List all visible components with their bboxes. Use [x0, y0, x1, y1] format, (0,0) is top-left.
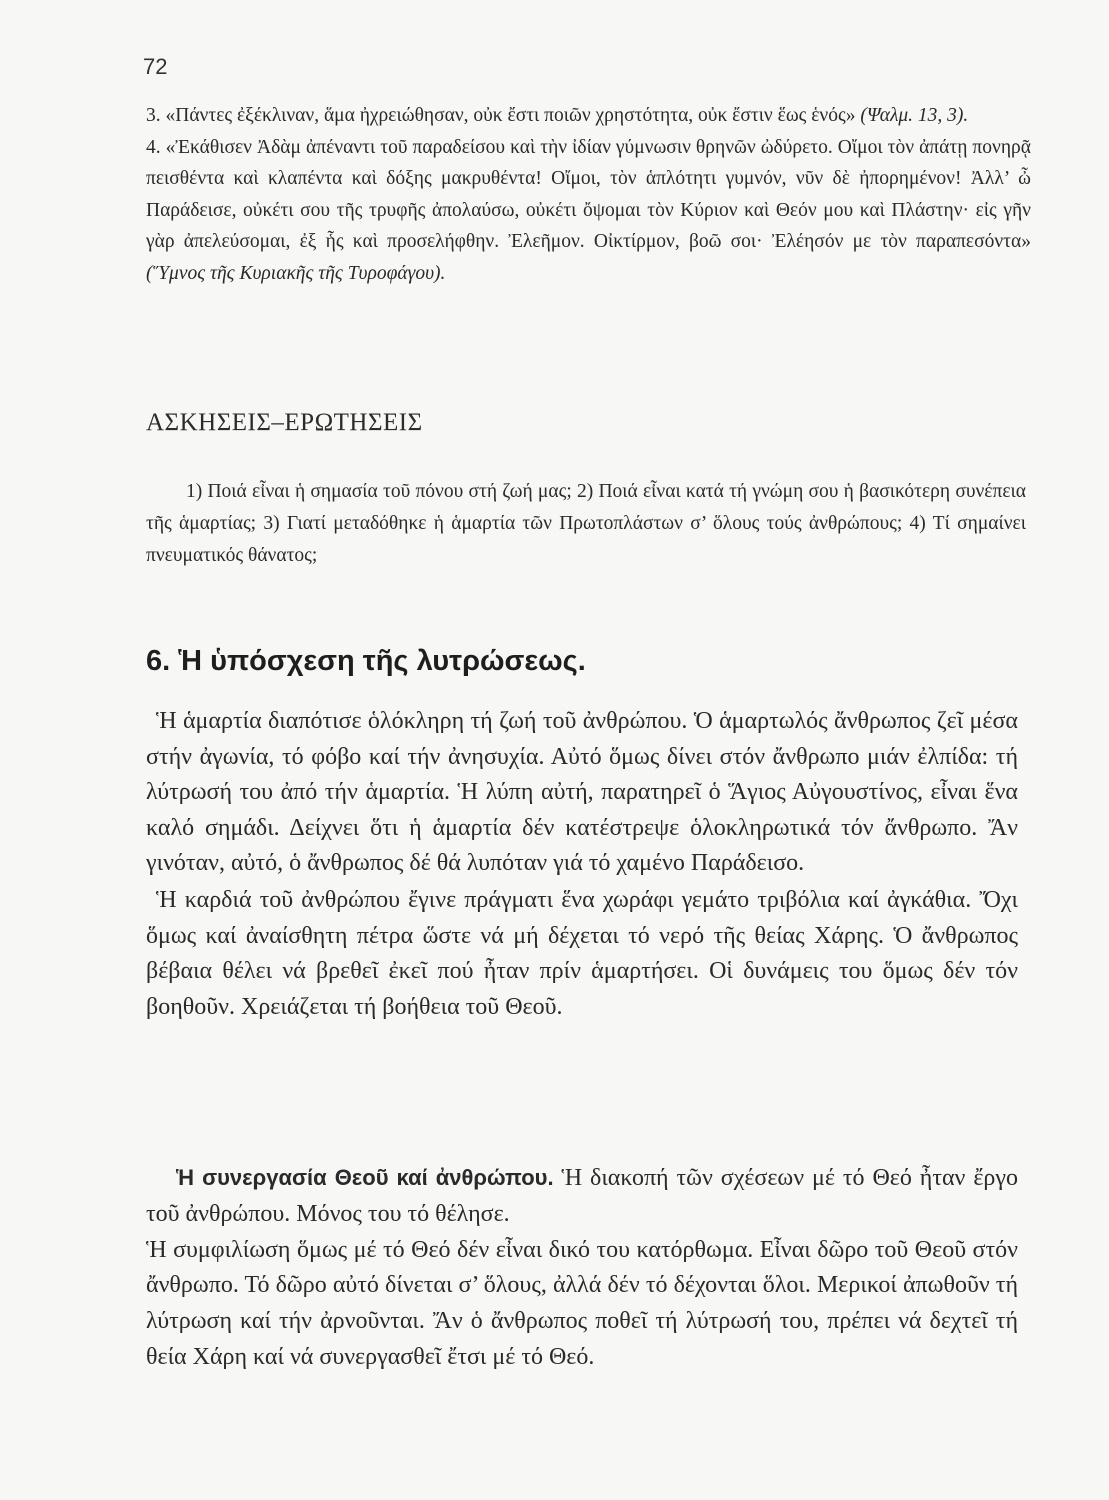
quotations-block — [146, 100, 1031, 289]
quote-4-source: (Ὕμνος τῆς Κυριακῆς τῆς Τυροφάγου). — [146, 262, 446, 284]
quote-3 — [146, 100, 1031, 132]
exercises-heading: ΑΣΚΗΣΕΙΣ–ΕΡΩΤΗΣΕΙΣ — [146, 409, 423, 436]
subsection-lead-text: Ἡ διακοπή τῶν σχέσεων μέ τό Θεό ἦταν ἔργο τοῦ ἀνθρώπου. Μόνος του τό θέλησε. — [146, 1165, 1018, 1227]
subsection-lead-paragraph — [146, 1160, 1018, 1233]
section-title: 6. Ἡ ὑπόσχεση τῆς λυτρώσεως. — [146, 645, 586, 677]
page-number: 72 — [143, 54, 168, 79]
exercises-block — [146, 476, 1026, 572]
section-body — [146, 704, 1018, 1025]
subsection-body — [146, 1160, 1018, 1376]
quote-3-text: 3. «Πάντες ἐξέκλιναν, ἅμα ἠχρειώθησαν, οὐκ ἔστι ποιῶν χρηστότητα, οὐκ ἔστιν ἕως ἑνός» — [146, 105, 861, 126]
quote-4 — [146, 132, 1031, 290]
quote-3-source: (Ψαλμ. 13, 3). — [860, 105, 969, 126]
exercises-questions: 1) Ποιά εἶναι ἡ σημασία τοῦ πόνου στή ζωή μας; 2) Ποιά εἶναι κατά τή γνώμη σου ἡ βασικότερη συνέπεια τῆς ἁμαρτίας; 3) Γιατί μεταδόθηκε ἡ ἁμαρτία τῶν Πρωτοπλάστων σ’ ὅλους τούς ἀνθρώπους; 4) Τί σημαίνει πνευματικός θάνατος; — [146, 481, 1026, 566]
quote-4-text: 4. «Ἐκάθισεν Ἀδὰμ ἀπέναντι τοῦ παραδείσου καὶ τὴν ἰδίαν γύμνωσιν θρηνῶν ὠδύρετο. Οἴμοι τὸν ἀπάτῃ πονηρᾷ πεισθέντα καὶ κλαπέντα καὶ δόξης μακρυθέντα! Οἴμοι, τὸν ἁπλότητι γυμνόν, νῦν δὲ ἠπορημένον! Ἀλλ’ ὦ Παράδεισε, οὐκέτι σου τῆς τρυφῆς ἀπολαύσω, οὐκέτι ὄψομαι τὸν Κύριον καὶ Θεόν μου καὶ Πλάστην· εἰς γῆν γὰρ ἀπελεύσομαι, ἐξ ἧς καὶ προσελήφθην. Ἐλεῆμον. Οἰκτίρμον, βοῶ σοι· Ἐλέησόν με τὸν παραπεσόντα» — [146, 136, 1031, 252]
subsection-paragraph: Ἡ συμφιλίωση ὅμως μέ τό Θεό δέν εἶναι δικό του κατόρθωμα. Εἶναι δῶρο τοῦ Θεοῦ στόν ἄνθρωπο. Τό δῶρο αὐτό δίνεται σ’ ὅλους, ἀλλά δέν τό δέχονται ὅλοι. Μερικοί ἀπωθοῦν τή λύτρωση καί τήν ἀρνοῦνται. Ἄν ὁ ἄνθρωπος ποθεῖ τή λύτρωσή του, πρέπει νά δεχτεῖ τή θεία Χάρη καί νά συνεργασθεῖ ἔτσι μέ τό Θεό. — [146, 1236, 1018, 1370]
body-paragraph: Ἡ ἁμαρτία διαπότισε ὁλόκληρη τή ζωή τοῦ ἀνθρώπου. Ὁ ἁμαρτωλός ἄνθρωπος ζεῖ μέσα στήν ἀγωνία, τό φόβο καί τήν ἀνησυχία. Αὐτό ὅμως δίνει στόν ἄνθρωπο μιάν ἐλπίδα: τή λύτρωσή του ἀπό τήν ἁμαρτία. Ἡ λύπη αὐτή, παρατηρεῖ ὁ Ἅγιος Αὐγουστίνος, εἶναι ἕνα καλό σημάδι. Δείχνει ὅτι ἡ ἁμαρτία δέν κατέστρεψε ὁλοκληρωτικά τόν ἄνθρωπο. Ἄν γινόταν, αὐτό, ὁ ἄνθρωπος δέ θά λυπόταν γιά τό χαμένο Παράδεισο. — [146, 708, 1018, 877]
subsection-title: Ἡ συνεργασία Θεοῦ καί ἀνθρώπου. — [176, 1165, 554, 1190]
body-paragraph: Ἡ καρδιά τοῦ ἀνθρώπου ἔγινε πράγματι ἕνα χωράφι γεμάτο τριβόλια καί ἀγκάθια. Ὄχι ὅμως καί ἀναίσθητη πέτρα ὥστε νά μή δέχεται τό νερό τῆς θείας Χάρης. Ὁ ἄνθρωπος βέβαια θέλει νά βρεθεῖ ἐκεῖ πού ἦταν πρίν ἁμαρτήσει. Οἱ δυνάμεις του ὅμως δέν τόν βοηθοῦν. Χρειάζεται τή βοήθεια τοῦ Θεοῦ. — [146, 886, 1018, 1020]
